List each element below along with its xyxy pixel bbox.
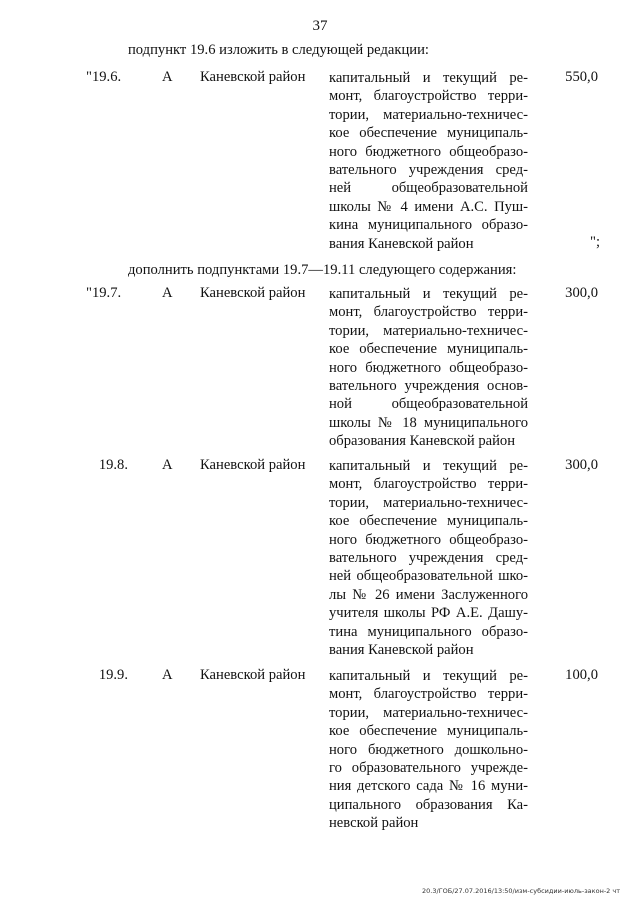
description-line: невской район <box>329 815 419 832</box>
description-line: ней общеобразовательной шко- <box>329 568 528 585</box>
description-line: ципального образования Ка- <box>329 796 528 813</box>
description-line: школы № 18 муниципального <box>329 414 528 431</box>
description-line: монт, благоустройство терри- <box>329 304 528 321</box>
row-description <box>329 69 528 253</box>
description-line: монт, благоустройство терри- <box>329 686 528 703</box>
description-line: тории, материально-техничес- <box>329 106 528 123</box>
description-line: тина муниципального образо- <box>329 623 528 640</box>
description-line: ней общеобразовательной <box>329 180 528 197</box>
description-line: капитальный и текущий ре- <box>329 70 528 86</box>
footer-file-reference: 20.3/ГОБ/27.07.2016/13:50/изм-субсидии-июль-закон-2 чт <box>422 887 620 895</box>
row-district: Каневской район <box>200 457 306 473</box>
row-category: А <box>162 69 173 85</box>
row-district: Каневской район <box>200 285 306 301</box>
description-line: капитальный и текущий ре- <box>329 668 528 684</box>
description-line: монт, благоустройство терри- <box>329 476 528 493</box>
description-line: кина муниципального образо- <box>329 217 528 234</box>
row-amount: 100,0 <box>565 667 598 683</box>
description-line: вательного учреждения сред- <box>329 549 528 566</box>
description-line: ния детского сада № 16 муни- <box>329 778 528 795</box>
description-line: кое обеспечение муниципаль- <box>329 341 528 358</box>
row-number: "19.6. <box>86 69 122 85</box>
description-line: ной общеобразовательной <box>329 396 528 413</box>
description-line: кое обеспечение муниципаль- <box>329 513 528 530</box>
description-line: вания Каневской район <box>329 235 474 252</box>
row-category: А <box>162 285 173 301</box>
row-category: А <box>162 667 173 683</box>
row-description <box>329 285 528 451</box>
description-line: ного бюджетного общеобразо- <box>329 143 528 160</box>
description-line: лы № 26 имени Заслуженного <box>329 586 528 603</box>
description-line: тории, материально-техничес- <box>329 494 528 511</box>
intro-paragraph-replace: подпункт 19.6 изложить в следующей редакции: <box>128 42 429 58</box>
row-district: Каневской район <box>200 69 306 85</box>
description-line: вательного учреждения сред- <box>329 161 528 178</box>
description-line: вательного учреждения основ- <box>329 377 528 394</box>
description-line: капитальный и текущий ре- <box>329 458 528 474</box>
row-amount: 550,0 <box>565 69 598 85</box>
row-district: Каневской район <box>200 667 306 683</box>
row-amount: 300,0 <box>565 457 598 473</box>
description-line: кое обеспечение муниципаль- <box>329 723 528 740</box>
description-line: ного бюджетного общеобразо- <box>329 531 528 548</box>
row-category: А <box>162 457 173 473</box>
description-line: ного бюджетного общеобразо- <box>329 359 528 376</box>
row-number: 19.8. <box>98 457 128 473</box>
row-description <box>329 457 528 659</box>
description-line: образования Каневской район <box>329 433 516 450</box>
page-number: 37 <box>312 18 328 34</box>
row-amount: 300,0 <box>565 285 598 301</box>
description-line: тории, материально-техничес- <box>329 704 528 721</box>
description-line: кое обеспечение муниципаль- <box>329 125 528 142</box>
row-number: 19.9. <box>98 667 128 683</box>
row-number: "19.7. <box>86 285 122 301</box>
description-line: тории, материально-техничес- <box>329 322 528 339</box>
description-line: школы № 4 имени А.С. Пуш- <box>329 198 528 215</box>
description-line: го образовательного учрежде- <box>329 759 528 776</box>
description-line: ного бюджетного дошкольно- <box>329 741 528 758</box>
closing-quote: "; <box>589 234 600 250</box>
description-line: монт, благоустройство терри- <box>329 88 528 105</box>
description-line: учителя школы РФ А.Е. Дашу- <box>329 605 528 622</box>
row-description <box>329 667 528 833</box>
description-line: капитальный и текущий ре- <box>329 286 528 302</box>
intro-paragraph-add: дополнить подпунктами 19.7—19.11 следующего содержания: <box>128 262 517 278</box>
description-line: вания Каневской район <box>329 641 474 658</box>
